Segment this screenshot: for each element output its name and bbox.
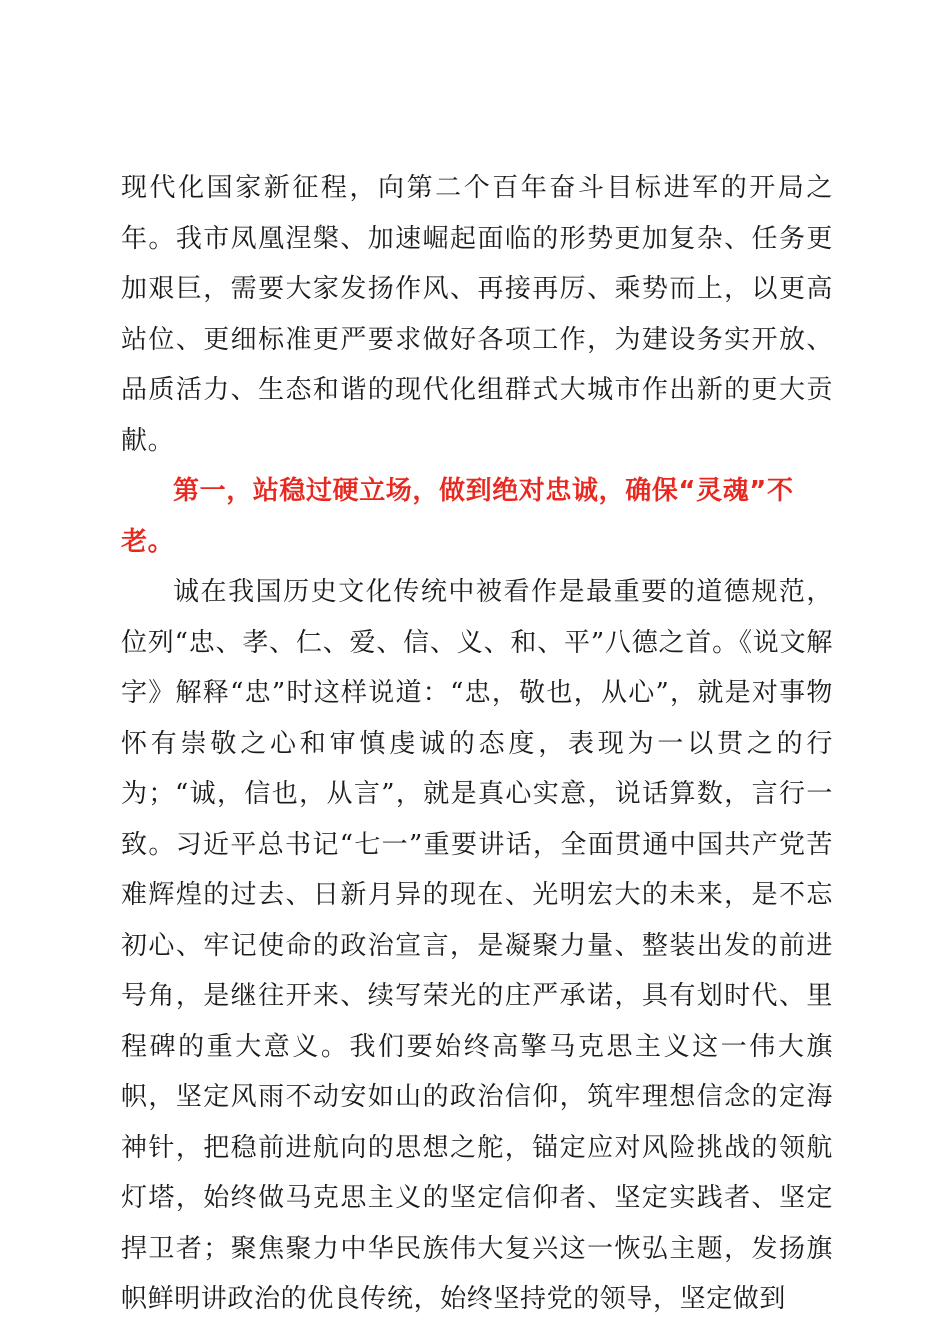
body-paragraph: 诚在我国历史文化传统中被看作是最重要的道德规范，位列“忠、孝、仁、爱、信、义、和、平”八德之首。《说文解字》解释“忠”时这样说道：“忠，敬也，从心”，就是对事物怀有崇敬之心和审慎虔诚的态度，表现为一以贯之的行为；“诚，信也，从言”，就是真心实意，说话算数，言行一致。习近平总书记“七一”重要讲话，全面贯通中国共产党苦难辉煌的过去、日新月异的现在、光明宏大的未来，是不忘初心、牢记使命的政治宣言，是凝聚力量、整装出发的前进号角，是继往开来、续写荣光的庄严承诺，具有划时代、里程碑的重大意义。我们要始终高擎马克思主义这一伟大旗帜，坚定风雨不动安如山的政治信仰，筑牢理想信念的定海神针，把稳前进航向的思想之舵，锚定应对风险挑战的领航灯塔，始终做马克思主义的坚定信仰者、坚定实践者、坚定捍卫者；聚焦聚力中华民族伟大复兴这一恢弘主题，发扬旗帜鲜明讲政治的优良传统，始终坚持党的领导，坚定做到 (121, 577, 833, 1314)
document-body (121, 163, 833, 1325)
section-heading: 第一，站稳过硬立场，做到绝对忠诚，确保“灵魂”不老。 (121, 476, 794, 557)
continuation-paragraph: 现代化国家新征程，向第二个百年奋斗目标进军的开局之年。我市凤凰涅槃、加速崛起面临的形势更加复杂、任务更加艰巨，需要大家发扬作风、再接再厉、乘势而上，以更高站位、更细标准更严要求做好各项工作，为建设务实开放、品质活力、生态和谐的现代化组群式大城市作出新的更大贡献。 (121, 173, 833, 456)
